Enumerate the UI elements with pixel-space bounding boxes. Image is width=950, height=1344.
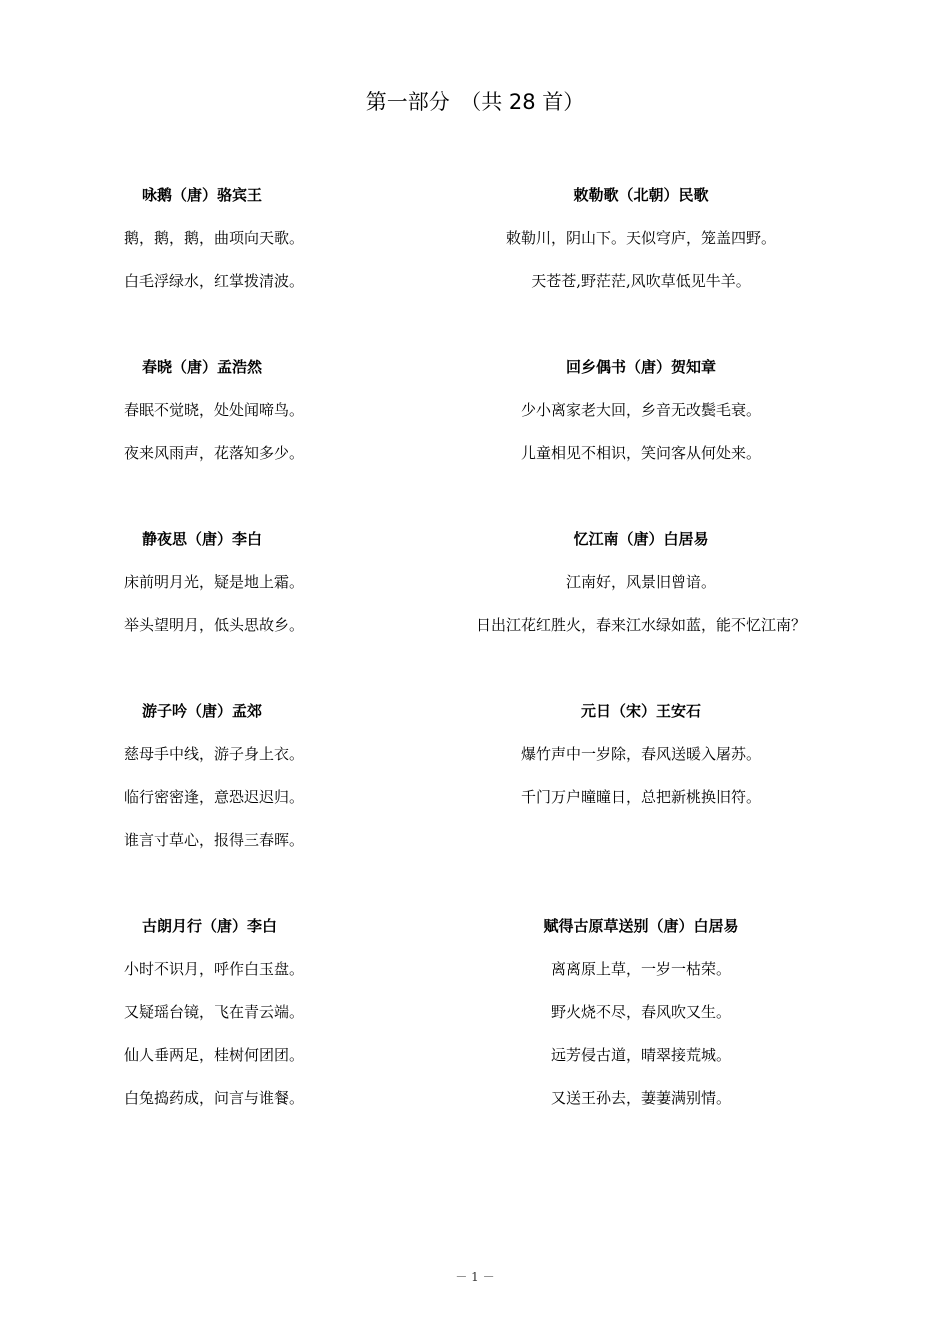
poem-line: 少小离家老大回，乡音无改鬓毛衰。 [520, 401, 761, 419]
poem-line: 春眠不觉晓，处处闻啼鸟。 [124, 401, 305, 419]
poem-title: 元日（宋）王安石 [580, 702, 701, 720]
poem-title: 回乡偶书（唐）贺知章 [565, 358, 716, 376]
poem-yi-jiang-nan [446, 529, 836, 658]
poem-line: 举头望明月，低头思故乡。 [124, 616, 305, 634]
poem-line: 野火烧不尽，春风吹又生。 [550, 1003, 731, 1021]
poem-line: 白毛浮绿水，红掌拨清波。 [124, 272, 305, 290]
poem-title: 敕勒歌（北朝）民歌 [573, 186, 709, 204]
poem-line: 离离原上草，一岁一枯荣。 [550, 960, 731, 978]
poem-line: 慈母手中线，游子身上衣。 [124, 745, 305, 763]
poem-line: 小时不识月，呼作白玉盘。 [124, 960, 305, 978]
poem-fu-de-gu-yuan-cao [446, 916, 836, 1131]
poem-line: 临行密密逢，意恐迟迟归。 [124, 788, 305, 806]
poem-title: 赋得古原草送别（唐）白居易 [543, 917, 739, 935]
poem-line: 江南好，风景旧曾谙。 [565, 573, 716, 591]
poem-line: 又送王孙去，萋萋满别情。 [550, 1089, 731, 1107]
poem-title: 春晓（唐）孟浩然 [142, 358, 263, 376]
poem-title: 忆江南（唐）白居易 [573, 530, 709, 548]
poem-hui-xiang-ou-shu [446, 357, 836, 486]
poem-line: 日出江花红胜火，春来江水绿如蓝，能不忆江南？ [475, 616, 806, 634]
poem-line: 天苍苍,野茫茫,风吹草低见牛羊。 [531, 272, 751, 290]
poem-yuan-ri [446, 701, 836, 830]
poem-title: 古朗月行（唐）李白 [142, 917, 278, 935]
poem-chun-xiao [124, 357, 454, 486]
poem-you-zi-yin [124, 701, 454, 873]
poem-line: 千门万户曈曈日，总把新桃换旧符。 [520, 788, 761, 806]
poem-jing-ye-si [124, 529, 454, 658]
poem-line: 又疑瑶台镜，飞在青云端。 [124, 1003, 305, 1021]
poem-chile-ge [446, 185, 836, 314]
poem-line: 儿童相见不相识，笑问客从何处来。 [520, 444, 761, 462]
poem-line: 敕勒川，阴山下。天似穹庐，笼盖四野。 [505, 229, 776, 247]
poem-gu-lang-yue-xing [124, 916, 454, 1131]
poem-title: 咏鹅（唐）骆宾王 [142, 186, 263, 204]
poem-line: 远芳侵古道，晴翠接荒城。 [550, 1046, 731, 1064]
poem-title: 静夜思（唐）李白 [142, 530, 263, 548]
page-number: － 1 － [455, 1270, 495, 1284]
poem-line: 谁言寸草心，报得三春晖。 [124, 831, 305, 849]
poem-line: 鹅，鹅，鹅，曲项向天歌。 [124, 229, 305, 247]
poem-line: 床前明月光，疑是地上霜。 [124, 573, 305, 591]
poem-yong-e [124, 185, 454, 314]
page-title: 第一部分 （共 28 首） [365, 90, 585, 114]
poem-line: 仙人垂两足，桂树何团团。 [124, 1046, 305, 1064]
poem-line: 爆竹声中一岁除，春风送暖入屠苏。 [520, 745, 761, 763]
poem-line: 夜来风雨声，花落知多少。 [124, 444, 305, 462]
poem-line: 白兔捣药成，问言与谁餐。 [124, 1089, 305, 1107]
poem-title: 游子吟（唐）孟郊 [142, 702, 263, 720]
